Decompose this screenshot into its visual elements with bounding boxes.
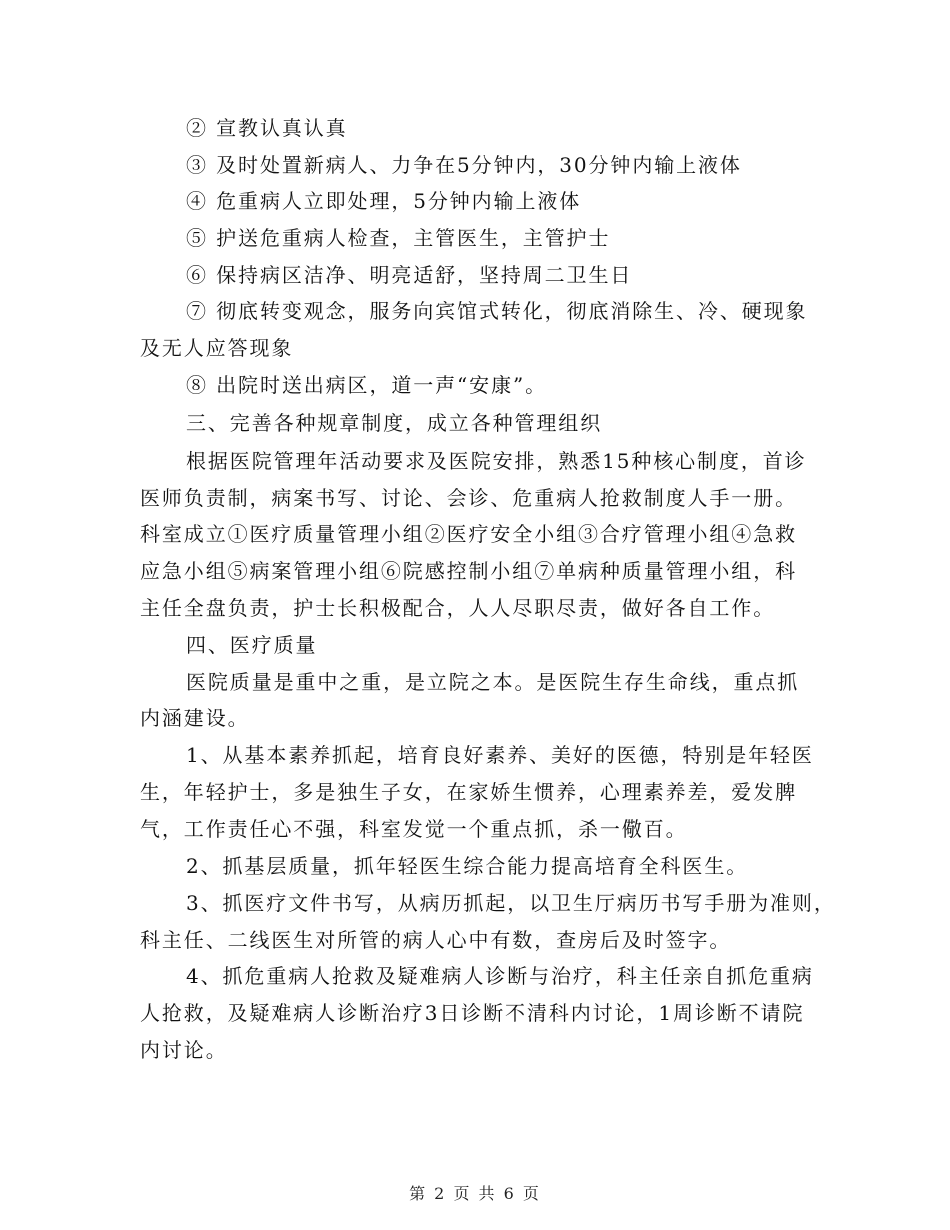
numbered-item-2: 2、抓基层质量，抓年轻医生综合能力提高培育全科医生。 [186, 854, 749, 878]
paragraph-line: 生，年轻护士，多是独生子女，在家娇生惯养，心理素养差，爱发脾 [140, 780, 797, 804]
list-item-4: ④ 危重病人立即处理，5分钟内输上液体 [186, 189, 582, 213]
section-heading-3: 三、完善各种规章制度，成立各种管理组织 [186, 411, 603, 435]
page-number: 第 2 页 共 6 页 [409, 1184, 541, 1203]
paragraph-line: 主任全盘负责，护士长积极配合，人人尽职尽责，做好各自工作。 [140, 596, 776, 620]
list-item-2: ② 宣教认真认真 [186, 116, 348, 140]
list-item-7: ⑦ 彻底转变观念，服务向宾馆式转化，彻底消除生、冷、硬现象 [186, 299, 808, 323]
numbered-item-3: 3、抓医疗文件书写，从病历抓起，以卫生厅病历书写手册为准则， [186, 891, 836, 915]
paragraph-line: 应急小组⑤病案管理小组⑥院感控制小组⑦单病种质量管理小组，科 [140, 559, 797, 583]
paragraph-line: 气，工作责任心不强，科室发觉一个重点抓，杀一儆百。 [140, 817, 688, 841]
list-item-6: ⑥ 保持病区洁净、明亮适舒，坚持周二卫生日 [186, 263, 633, 287]
list-item-7-continued: 及无人应答现象 [140, 336, 294, 360]
paragraph-line: 内涵建设。 [140, 706, 250, 730]
paragraph-line: 科主任、二线医生对所管的病人心中有数，查房后及时签字。 [140, 928, 732, 952]
paragraph-line: 医院质量是重中之重，是立院之本。是医院生存生命线，重点抓 [186, 670, 800, 694]
section-heading-4: 四、医疗质量 [186, 633, 318, 657]
numbered-item-4: 4、抓危重病人抢救及疑难病人诊断与治疗，科主任亲自抓危重病 [186, 964, 814, 988]
list-item-5: ⑤ 护送危重病人检查，主管医生，主管护士 [186, 226, 611, 250]
paragraph-line: 科室成立①医疗质量管理小组②医疗安全小组③合疗管理小组④急救 [140, 522, 797, 546]
paragraph-line: 内讨论。 [140, 1038, 228, 1062]
paragraph-line: 根据医院管理年活动要求及医院安排，熟悉15种核心制度，首诊 [186, 449, 807, 473]
paragraph-line: 人抢救，及疑难病人诊断治疗3日诊断不清科内讨论，1周诊断不请院 [140, 1001, 805, 1025]
paragraph-line: 医师负责制，病案书写、讨论、会诊、危重病人抢救制度人手一册。 [140, 486, 797, 510]
list-item-3: ③ 及时处置新病人、力争在5分钟内，30分钟内输上液体 [186, 153, 742, 177]
numbered-item-1: 1、从基本素养抓起，培育良好素养、美好的医德，特别是年轻医 [186, 743, 814, 767]
list-item-8: ⑧ 出院时送出病区，道一声“安康”。 [186, 373, 548, 397]
